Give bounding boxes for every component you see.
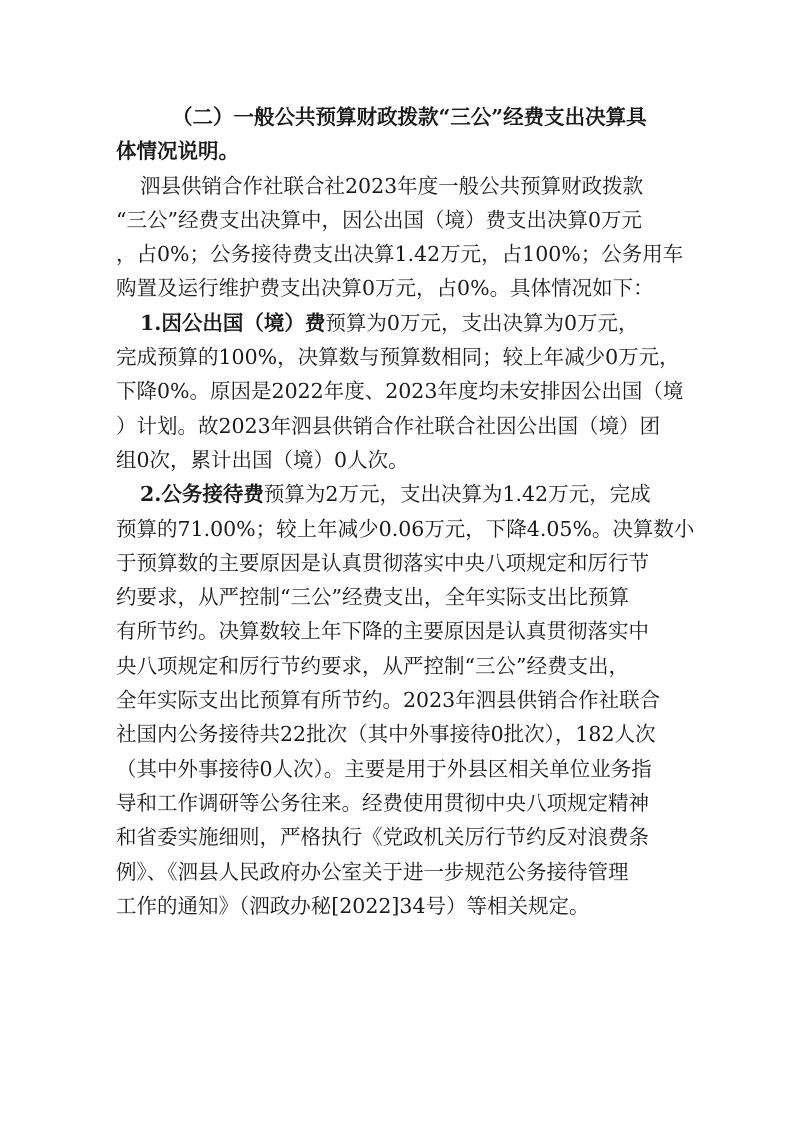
paragraph-line: 约要求，从严控制“三公”经费支出，全年实际支出比预算	[116, 585, 629, 610]
section-1-paragraph	[116, 306, 684, 477]
paragraph-line: 于预算数的主要原因是认真贯彻落实中央八项规定和厉行节	[116, 550, 649, 575]
paragraph-line	[116, 477, 684, 511]
paragraph-line: 下降0%。原因是2022年度、2023年度均未安排因公出国（境	[116, 379, 684, 404]
section-heading-line-1: （二）一般公共预算财政拨款“三公”经费支出决算具	[172, 105, 647, 129]
paragraph-line: ）计划。故2023年泗县供销合作社联合社因公出国（境）团	[116, 413, 661, 438]
paragraph-line: 工作的通知》（泗政办秘[2022]34号）等相关规定。	[116, 893, 590, 918]
paragraph-line: 央八项规定和厉行节约要求，从严控制“三公”经费支出，	[116, 653, 629, 678]
paragraph-line: 导和工作调研等公务往来。经费使用贯彻中央八项规定精神	[116, 790, 649, 815]
paragraph-line: 有所节约。决算数较上年下降的主要原因是认真贯彻落实中	[116, 619, 649, 644]
paragraph-line: 社国内公务接待共22批次（其中外事接待0批次），182人次	[116, 722, 656, 747]
paragraph-line: “三公”经费支出决算中，因公出国（境）费支出决算0万元	[116, 207, 643, 232]
paragraph-line: 泗县供销合作社联合社2023年度一般公共预算财政拨款	[140, 173, 644, 198]
paragraph-line: 购置及运行维护费支出决算0万元，占0%。具体情况如下：	[116, 276, 654, 301]
paragraph-line: ，占0%；公务接待费支出决算1.42万元，占100%；公务用车	[116, 242, 684, 267]
section-2-first-line: 预算为2万元，支出决算为1.42万元，完成	[263, 482, 651, 507]
section-heading-line-2: 体情况说明。	[116, 139, 239, 164]
document-page	[116, 100, 695, 923]
paragraph-line: 组0次，累计出国（境）0人次。	[116, 447, 409, 472]
paragraph-line: （其中外事接待0人次）。主要是用于外县区相关单位业务指	[116, 756, 652, 781]
section-1-first-line: 预算为0万元，支出决算为0万元，	[325, 310, 639, 335]
paragraph-line: 完成预算的100%，决算数与预算数相同；较上年减少0万元，	[116, 345, 680, 370]
paragraph-line: 全年实际支出比预算有所节约。2023年泗县供销合作社联合	[116, 688, 661, 713]
paragraph-line: 例》、《泗县人民政府办公室关于进一步规范公务接待管理	[116, 859, 629, 884]
intro-paragraph	[116, 169, 684, 306]
paragraph-line: 和省委实施细则，严格执行《党政机关厉行节约反对浪费条	[116, 825, 649, 850]
section-2-title: 2.公务接待费	[140, 482, 264, 507]
paragraph-line: 预算的71.00%；较上年减少0.06万元，下降4.05%。决算数小	[116, 516, 695, 541]
paragraph-line	[116, 306, 684, 340]
section-1-title: 1.因公出国（境）费	[140, 310, 326, 335]
section-2-paragraph	[116, 477, 695, 923]
